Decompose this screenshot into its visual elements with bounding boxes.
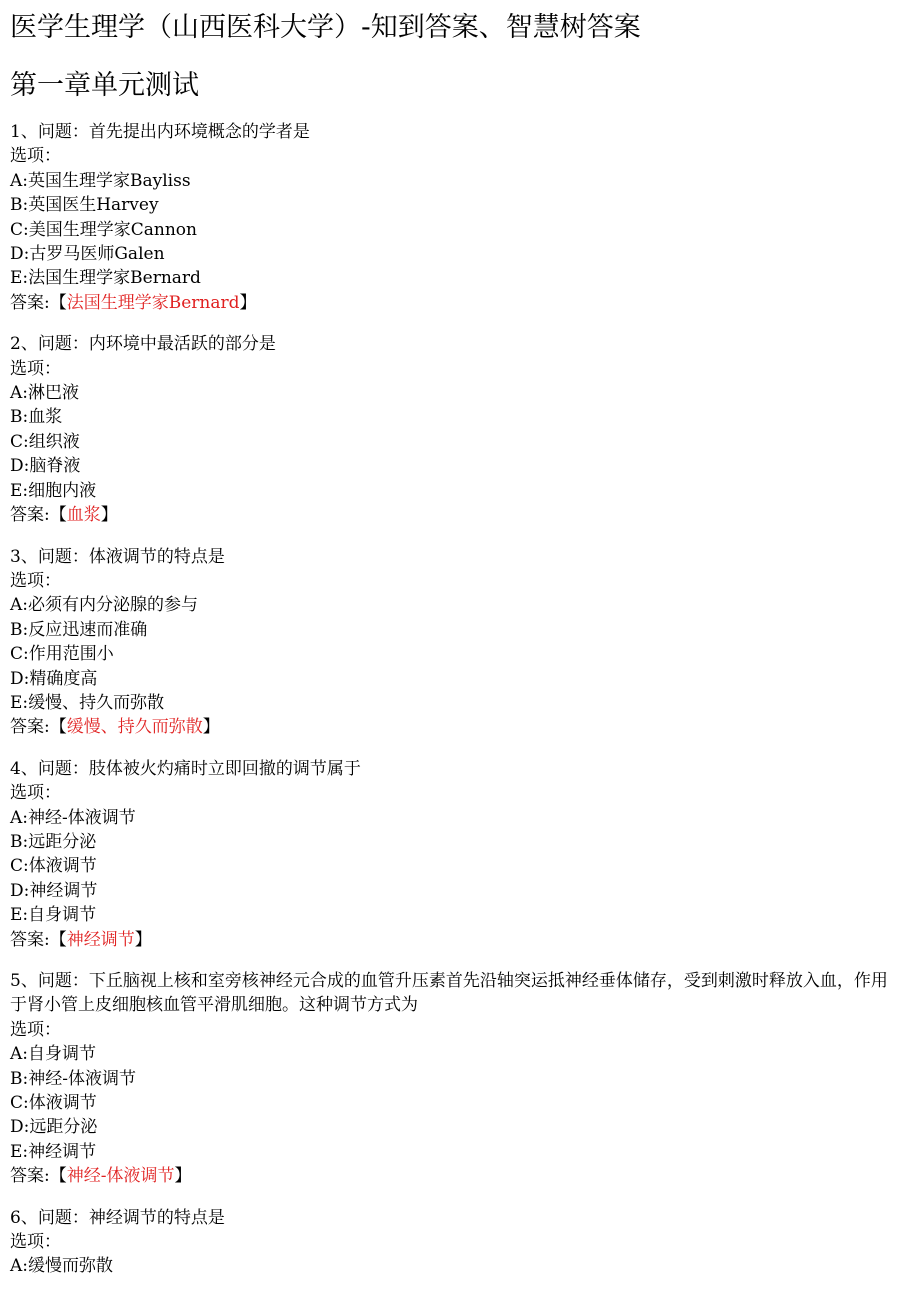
answer-line	[10, 1164, 920, 1188]
question-text: 下丘脑视上核和室旁核神经元合成的血管升压素首先沿轴突运抵神经垂体储存，受到刺激时释放入血，作用于肾小管上皮细胞核血管平滑肌细胞。这种调节方式为	[10, 971, 888, 1016]
question-text: 首先提出内环境概念的学者是	[88, 122, 310, 142]
question-block	[10, 545, 920, 740]
question-number: 1	[10, 122, 21, 142]
option-a: A:缓慢而弥散	[10, 1256, 114, 1277]
option-d: D:远距分泌	[10, 1117, 98, 1138]
option-c: C:体液调节	[10, 856, 97, 877]
question-prefix: 、问题：	[20, 758, 89, 779]
question-block	[10, 969, 920, 1189]
question-block	[10, 1206, 920, 1279]
answer-value: 血浆	[66, 505, 101, 526]
answer-line	[10, 928, 920, 952]
option-e: E:法国生理学家Bernard	[10, 268, 201, 289]
option-d: D:脑脊液	[10, 456, 81, 477]
question-block	[10, 757, 920, 952]
options-label: 选项：	[10, 1019, 61, 1040]
option-b: B:神经-体液调节	[10, 1068, 136, 1089]
option-b: B:反应迅速而准确	[10, 619, 148, 640]
option-a: A:淋巴液	[10, 383, 80, 404]
question-prefix: 、问题：	[20, 1207, 89, 1228]
option-d: D:神经调节	[10, 880, 98, 901]
option-b: B:血浆	[10, 407, 63, 428]
answer-suffix: 】	[174, 1166, 192, 1187]
question-list	[10, 120, 920, 1279]
option-e: E:缓慢、持久而弥散	[10, 692, 165, 713]
question-prefix: 、问题：	[20, 971, 89, 991]
question-text: 肢体被火灼痛时立即回撤的调节属于	[88, 758, 361, 779]
options-label: 选项：	[10, 1232, 61, 1253]
option-a: A:必须有内分泌腺的参与	[10, 595, 199, 616]
question-block	[10, 120, 920, 315]
options-label: 选项：	[10, 146, 61, 167]
question-prefix: 、问题：	[20, 546, 89, 567]
question-text: 神经调节的特点是	[88, 1207, 225, 1228]
answer-suffix: 】	[100, 505, 118, 526]
answer-suffix: 】	[202, 717, 220, 738]
option-c: C:体液调节	[10, 1093, 97, 1114]
option-b: B:远距分泌	[10, 831, 97, 852]
answer-suffix: 】	[134, 929, 152, 950]
question-prefix: 、问题：	[20, 334, 89, 355]
question-line	[10, 545, 920, 569]
option-d: D:精确度高	[10, 668, 98, 689]
option-c: C:作用范围小	[10, 644, 114, 665]
answer-line	[10, 503, 920, 527]
option-e: E:细胞内液	[10, 480, 97, 501]
answer-prefix: 答案:【	[10, 505, 67, 526]
options-label: 选项：	[10, 783, 61, 804]
question-number: 2	[10, 334, 21, 355]
options-label: 选项：	[10, 570, 61, 591]
answer-suffix: 】	[239, 292, 257, 313]
option-a: A:自身调节	[10, 1044, 97, 1065]
answer-value: 神经调节	[66, 929, 135, 950]
answer-value: 神经-体液调节	[66, 1166, 175, 1187]
option-a: A:英国生理学家Bayliss	[10, 170, 191, 191]
answer-prefix: 答案:【	[10, 929, 67, 950]
question-text: 内环境中最活跃的部分是	[88, 334, 276, 355]
answer-line	[10, 715, 920, 739]
answer-value: 缓慢、持久而弥散	[66, 717, 203, 738]
option-e: E:自身调节	[10, 905, 97, 926]
answer-prefix: 答案:【	[10, 1166, 67, 1187]
question-number: 3	[10, 546, 21, 567]
option-a: A:神经-体液调节	[10, 807, 136, 828]
options-label: 选项：	[10, 358, 61, 379]
answer-value: 法国生理学家Bernard	[66, 292, 240, 313]
option-c: C:组织液	[10, 431, 80, 452]
answer-prefix: 答案:【	[10, 292, 67, 313]
question-number: 5	[10, 971, 21, 991]
answer-prefix: 答案:【	[10, 717, 67, 738]
question-line	[10, 332, 920, 356]
question-text: 体液调节的特点是	[88, 546, 225, 567]
option-d: D:古罗马医师Galen	[10, 244, 165, 265]
question-line	[10, 969, 900, 1018]
question-number: 4	[10, 758, 21, 779]
question-line	[10, 757, 920, 781]
question-line	[10, 120, 920, 144]
option-e: E:神经调节	[10, 1141, 97, 1162]
question-line	[10, 1206, 920, 1230]
option-c: C:美国生理学家Cannon	[10, 219, 197, 240]
question-prefix: 、问题：	[20, 122, 89, 142]
answer-line	[10, 291, 920, 315]
chapter-heading: 第一章单元测试	[10, 70, 199, 101]
question-number: 6	[10, 1207, 21, 1228]
question-block	[10, 332, 920, 527]
document-title: 医学生理学（山西医科大学）-知到答案、智慧树答案	[10, 12, 641, 43]
option-b: B:英国医生Harvey	[10, 195, 159, 216]
